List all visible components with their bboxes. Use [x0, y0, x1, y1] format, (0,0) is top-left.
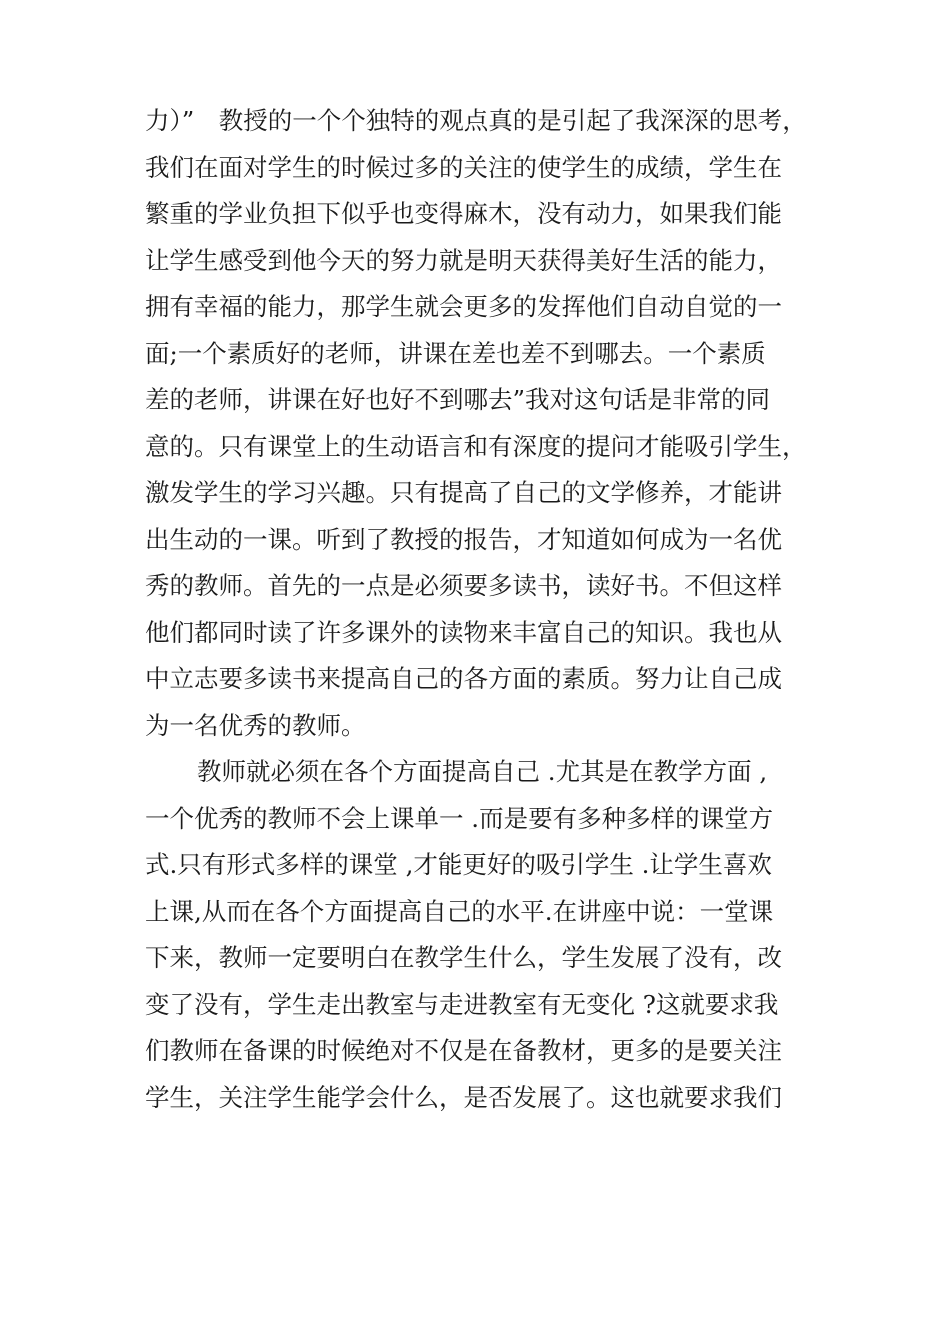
- text-line: 中立志要多读书来提高自己的各方面的素质。努力让自己成: [145, 664, 782, 693]
- text-line: 为一名优秀的教师。: [145, 710, 366, 740]
- text-line: 我们在面对学生的时候过多的关注的使学生的成绩，学生在: [145, 152, 782, 182]
- text-line: 下来，教师一定要明白在教学生什么，学生发展了没有，改: [145, 943, 782, 972]
- text-line: 拥有幸福的能力，那学生就会更多的发挥他们自动自觉的一: [145, 292, 782, 321]
- text-line: 力）” 教授的一个个独特的观点真的是引起了我深深的思考，: [145, 106, 807, 135]
- text-line: 面;一个素质好的老师，讲课在差也差不到哪去。一个素质: [145, 338, 766, 368]
- text-line: 出生动的一课。听到了教授的报告，才知道如何成为一名优: [145, 524, 782, 554]
- text-line: 式.只有形式多样的课堂 ,才能更好的吸引学生 .让学生喜欢: [145, 850, 772, 879]
- paragraph-1: [145, 98, 815, 749]
- text-line: 意的。只有课堂上的生动语言和有深度的提问才能吸引学生，: [145, 431, 807, 461]
- text-line: 教师就必须在各个方面提高自己 .尤其是在教学方面 ,: [197, 757, 768, 786]
- text-line: 秀的教师。首先的一点是必须要多读书，读好书。不但这样: [145, 571, 782, 600]
- text-line: 上课,从而在各个方面提高自己的水平.在讲座中说：一堂课: [145, 896, 774, 926]
- paragraph-2: [145, 749, 815, 1121]
- text-line: 学生，关注学生能学会什么，是否发展了。这也就要求我们: [145, 1082, 782, 1112]
- text-line: 让学生感受到他今天的努力就是明天获得美好生活的能力，: [145, 245, 782, 275]
- document-body: [145, 98, 815, 1121]
- text-line: 们教师在备课的时候绝对不仅是在备教材，更多的是要关注: [145, 1036, 782, 1065]
- text-line: 变了没有，学生走出教室与走进教室有无变化 ?这就要求我: [145, 989, 779, 1019]
- text-line: 繁重的学业负担下似乎也变得麻木，没有动力，如果我们能: [145, 199, 782, 228]
- text-line: 一个优秀的教师不会上课单一 .而是要有多种多样的课堂方: [145, 803, 774, 833]
- text-line: 差的老师，讲课在好也好不到哪去”我对这句话是非常的同: [145, 385, 771, 414]
- text-line: 他们都同时读了许多课外的读物来丰富自己的知识。我也从: [145, 617, 782, 647]
- text-line: 激发学生的学习兴趣。只有提高了自己的文学修养，才能讲: [145, 478, 782, 507]
